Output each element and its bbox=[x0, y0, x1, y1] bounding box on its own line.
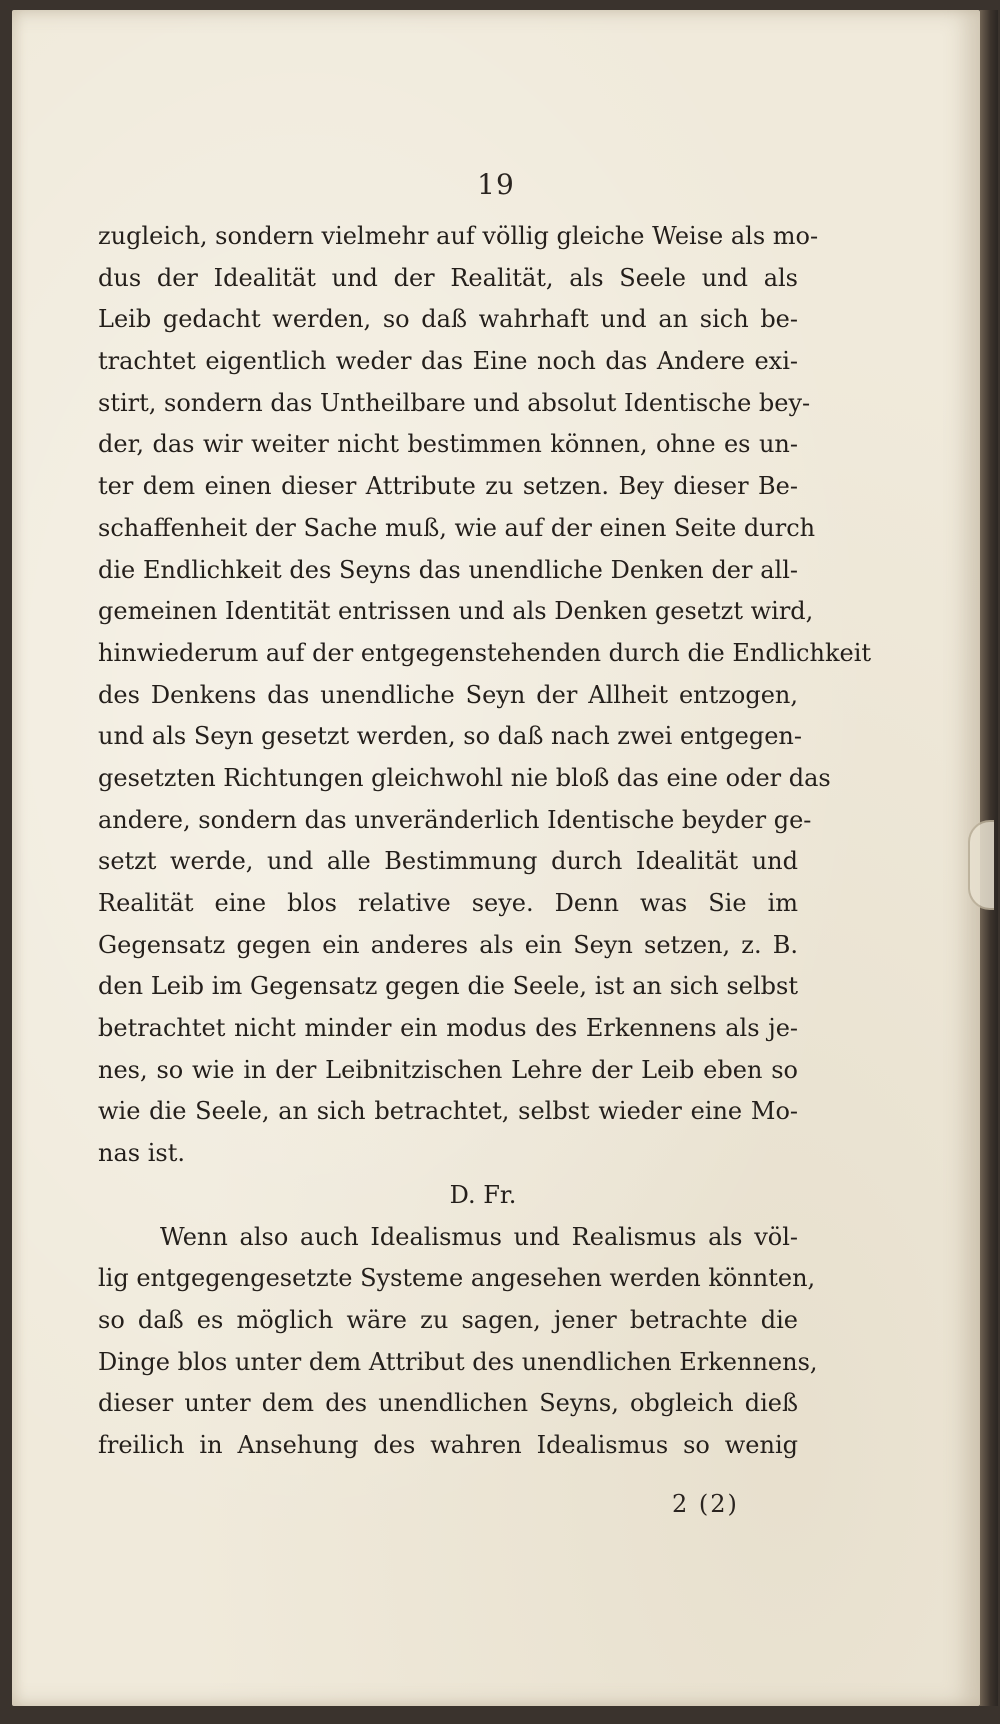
text-line: stirt, sondern das Untheilbare und absolut Identische bey- bbox=[98, 388, 811, 417]
text-line: setzt werde, und alle Bestimmung durch Idealität und bbox=[98, 847, 798, 876]
text-line: gesetzten Richtungen gleichwohl nie bloß das eine oder das bbox=[98, 763, 831, 792]
text-line: hinwiederum auf der entgegenstehenden durch die Endlichkeit bbox=[98, 638, 872, 667]
signature-mark: 2 (2) bbox=[672, 1490, 739, 1518]
text-line: dieser unter dem des unendlichen Seyns, obgleich dieß bbox=[98, 1389, 798, 1418]
text-line: der, das wir weiter nicht bestimmen können, ohne es un- bbox=[98, 430, 798, 459]
text-line: freilich in Ansehung des wahren Idealismus so wenig bbox=[98, 1430, 798, 1459]
text-line: die Endlichkeit des Seyns das unendliche Denken der all- bbox=[98, 555, 798, 584]
text-line: so daß es möglich wäre zu sagen, jener betrachte die bbox=[98, 1305, 798, 1334]
book-page bbox=[12, 10, 980, 1706]
text-line: Dinge blos unter dem Attribut des unendlichen Erkennens, bbox=[98, 1347, 818, 1376]
text-line: lig entgegengesetzte Systeme angesehen werden könnten, bbox=[98, 1264, 816, 1293]
text-line: andere, sondern das unveränderlich Identische beyder ge- bbox=[98, 805, 812, 834]
speaker-label: D. Fr. bbox=[449, 1180, 517, 1209]
page-number: 19 bbox=[477, 168, 515, 201]
text-line: Wenn also auch Idealismus und Realismus als völ- bbox=[160, 1222, 798, 1251]
text-line: Realität eine blos relative seye. Denn was Sie im bbox=[98, 889, 798, 917]
text-line: ter dem einen dieser Attribute zu setzen. Bey dieser Be- bbox=[98, 472, 798, 501]
text-line: zugleich, sondern vielmehr auf völlig gleiche Weise als mo- bbox=[98, 222, 819, 250]
text-line: schaffenheit der Sache muß, wie auf der einen Seite durch bbox=[98, 513, 816, 542]
text-line: den Leib im Gegensatz gegen die Seele, ist an sich selbst bbox=[98, 972, 798, 1001]
text-line: nas ist. bbox=[98, 1139, 185, 1168]
binding-clip bbox=[968, 820, 994, 910]
body-text bbox=[98, 216, 872, 1467]
text-line: Gegensatz gegen ein anderes als ein Seyn setzen, z. B. bbox=[98, 930, 798, 959]
text-line: und als Seyn gesetzt werden, so daß nach zwei entgegen- bbox=[98, 722, 802, 751]
text-line: trachtet eigentlich weder das Eine noch das Andere exi- bbox=[98, 347, 798, 376]
text-line: wie die Seele, an sich betrachtet, selbst wieder eine Mo- bbox=[98, 1097, 798, 1126]
text-line: nes, so wie in der Leibnitzischen Lehre der Leib eben so bbox=[98, 1055, 798, 1084]
text-line: Leib gedacht werden, so daß wahrhaft und an sich be- bbox=[98, 305, 798, 334]
text-line: gemeinen Identität entrissen und als Denken gesetzt wird, bbox=[98, 597, 814, 626]
text-line: dus der Idealität und der Realität, als Seele und als bbox=[98, 263, 798, 292]
text-line: betrachtet nicht minder ein modus des Erkennens als je- bbox=[98, 1014, 798, 1043]
text-line: des Denkens das unendliche Seyn der Allheit entzogen, bbox=[98, 680, 798, 709]
